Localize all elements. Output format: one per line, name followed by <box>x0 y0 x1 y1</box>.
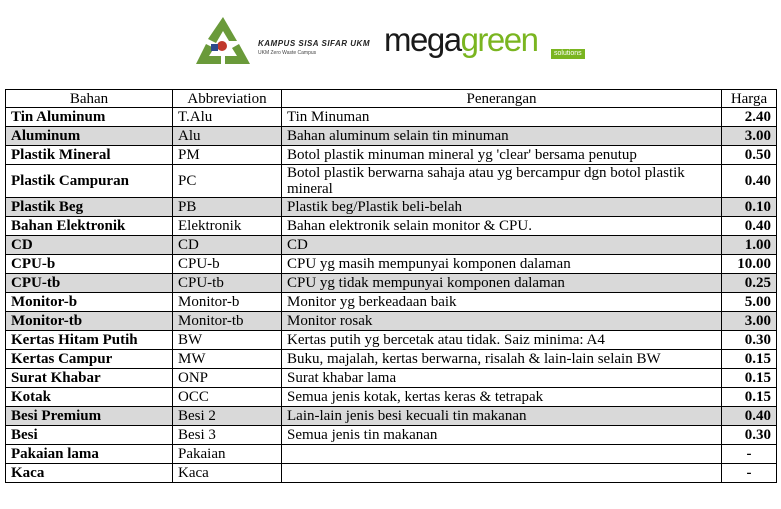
cell-harga: 3.00 <box>722 312 777 331</box>
mega-word: mega <box>384 21 461 58</box>
cell-harga: - <box>722 464 777 483</box>
table-row <box>6 293 777 312</box>
cell-bahan: Bahan Elektronik <box>6 217 173 236</box>
cell-bahan: Besi <box>6 426 173 445</box>
green-word: green <box>460 21 538 58</box>
cell-penerangan: Lain-lain jenis besi kecuali tin makanan <box>282 407 722 426</box>
cell-abbr: CPU-b <box>173 255 282 274</box>
cell-abbr: PB <box>173 198 282 217</box>
cell-harga: - <box>722 445 777 464</box>
table-row <box>6 331 777 350</box>
cell-penerangan: Botol plastik berwarna sahaja atau yg bercampur dgn botol plastik mineral <box>282 165 722 198</box>
cell-penerangan: Surat khabar lama <box>282 369 722 388</box>
cell-bahan: Monitor-tb <box>6 312 173 331</box>
cell-abbr: PM <box>173 146 282 165</box>
cell-harga: 0.30 <box>722 426 777 445</box>
cell-bahan: CPU-tb <box>6 274 173 293</box>
solutions-tag: solutions <box>551 49 585 59</box>
cell-bahan: Pakaian lama <box>6 445 173 464</box>
recyclables-price-table <box>5 89 777 483</box>
cell-abbr: T.Alu <box>173 108 282 127</box>
logo-bar <box>0 0 781 88</box>
cell-abbr: PC <box>173 165 282 198</box>
cell-abbr: MW <box>173 350 282 369</box>
cell-penerangan: Buku, majalah, kertas berwarna, risalah & lain-lain selain BW <box>282 350 722 369</box>
cell-penerangan: Semua jenis tin makanan <box>282 426 722 445</box>
cell-bahan: Kotak <box>6 388 173 407</box>
table-header-row <box>6 90 777 108</box>
table-row <box>6 350 777 369</box>
cell-abbr: CPU-tb <box>173 274 282 293</box>
cell-harga: 10.00 <box>722 255 777 274</box>
cell-abbr: CD <box>173 236 282 255</box>
cell-harga: 0.15 <box>722 350 777 369</box>
recycle-icon <box>192 14 254 70</box>
table-row <box>6 426 777 445</box>
cell-abbr: Monitor-tb <box>173 312 282 331</box>
cell-penerangan: Monitor yg berkeadaan baik <box>282 293 722 312</box>
cell-penerangan: CPU yg tidak mempunyai komponen dalaman <box>282 274 722 293</box>
cell-abbr: BW <box>173 331 282 350</box>
table-row <box>6 165 777 198</box>
cell-harga: 2.40 <box>722 108 777 127</box>
cell-bahan: Plastik Mineral <box>6 146 173 165</box>
column-header-harga: Harga <box>722 90 777 108</box>
cell-harga: 0.15 <box>722 369 777 388</box>
cell-bahan: Plastik Beg <box>6 198 173 217</box>
cell-bahan: Kertas Hitam Putih <box>6 331 173 350</box>
cell-abbr: Besi 3 <box>173 426 282 445</box>
cell-bahan: Monitor-b <box>6 293 173 312</box>
table-row <box>6 217 777 236</box>
cell-harga: 0.25 <box>722 274 777 293</box>
cell-harga: 0.40 <box>722 217 777 236</box>
cell-bahan: Plastik Campuran <box>6 165 173 198</box>
cell-harga: 0.50 <box>722 146 777 165</box>
cell-penerangan: Monitor rosak <box>282 312 722 331</box>
cell-abbr: Kaca <box>173 464 282 483</box>
ukm-logo-subtitle: UKM Zero Waste Campus <box>258 50 317 56</box>
megagreen-wordmark <box>384 20 537 60</box>
cell-harga: 0.10 <box>722 198 777 217</box>
cell-bahan: Aluminum <box>6 127 173 146</box>
cell-penerangan <box>282 464 722 483</box>
cell-penerangan: Kertas putih yg bercetak atau tidak. Saiz minima: A4 <box>282 331 722 350</box>
cell-abbr: Elektronik <box>173 217 282 236</box>
cell-penerangan <box>282 445 722 464</box>
table-row <box>6 236 777 255</box>
cell-harga: 0.40 <box>722 165 777 198</box>
table-row <box>6 464 777 483</box>
cell-harga: 0.40 <box>722 407 777 426</box>
ukm-logo-title: KAMPUS SISA SIFAR UKM <box>258 39 370 48</box>
cell-penerangan: CPU yg masih mempunyai komponen dalaman <box>282 255 722 274</box>
table-body <box>6 108 777 483</box>
table-row <box>6 445 777 464</box>
column-header-abbreviation: Abbreviation <box>173 90 282 108</box>
cell-bahan: CPU-b <box>6 255 173 274</box>
cell-bahan: Besi Premium <box>6 407 173 426</box>
cell-harga: 0.15 <box>722 388 777 407</box>
table-row <box>6 108 777 127</box>
cell-penerangan: CD <box>282 236 722 255</box>
table-row <box>6 388 777 407</box>
column-header-penerangan: Penerangan <box>282 90 722 108</box>
cell-abbr: Alu <box>173 127 282 146</box>
cell-bahan: Surat Khabar <box>6 369 173 388</box>
cell-penerangan: Botol plastik minuman mineral yg 'clear' bersama penutup <box>282 146 722 165</box>
table-row <box>6 407 777 426</box>
megagreen-logo <box>384 21 584 64</box>
cell-bahan: Kertas Campur <box>6 350 173 369</box>
cell-harga: 1.00 <box>722 236 777 255</box>
table-row <box>6 312 777 331</box>
table-row <box>6 369 777 388</box>
cell-abbr: Pakaian <box>173 445 282 464</box>
cell-harga: 5.00 <box>722 293 777 312</box>
table-row <box>6 274 777 293</box>
cell-abbr: ONP <box>173 369 282 388</box>
cell-harga: 0.30 <box>722 331 777 350</box>
cell-penerangan: Bahan elektronik selain monitor & CPU. <box>282 217 722 236</box>
cell-abbr: Besi 2 <box>173 407 282 426</box>
cell-penerangan: Plastik beg/Plastik beli-belah <box>282 198 722 217</box>
ukm-zero-waste-logo <box>192 14 382 70</box>
cell-abbr: Monitor-b <box>173 293 282 312</box>
table-row <box>6 198 777 217</box>
cell-bahan: CD <box>6 236 173 255</box>
cell-harga: 3.00 <box>722 127 777 146</box>
table-row <box>6 255 777 274</box>
cell-penerangan: Bahan aluminum selain tin minuman <box>282 127 722 146</box>
cell-bahan: Tin Aluminum <box>6 108 173 127</box>
table-row <box>6 146 777 165</box>
table-row <box>6 127 777 146</box>
cell-penerangan: Tin Minuman <box>282 108 722 127</box>
column-header-bahan: Bahan <box>6 90 173 108</box>
cell-abbr: OCC <box>173 388 282 407</box>
cell-bahan: Kaca <box>6 464 173 483</box>
cell-penerangan: Semua jenis kotak, kertas keras & tetrapak <box>282 388 722 407</box>
